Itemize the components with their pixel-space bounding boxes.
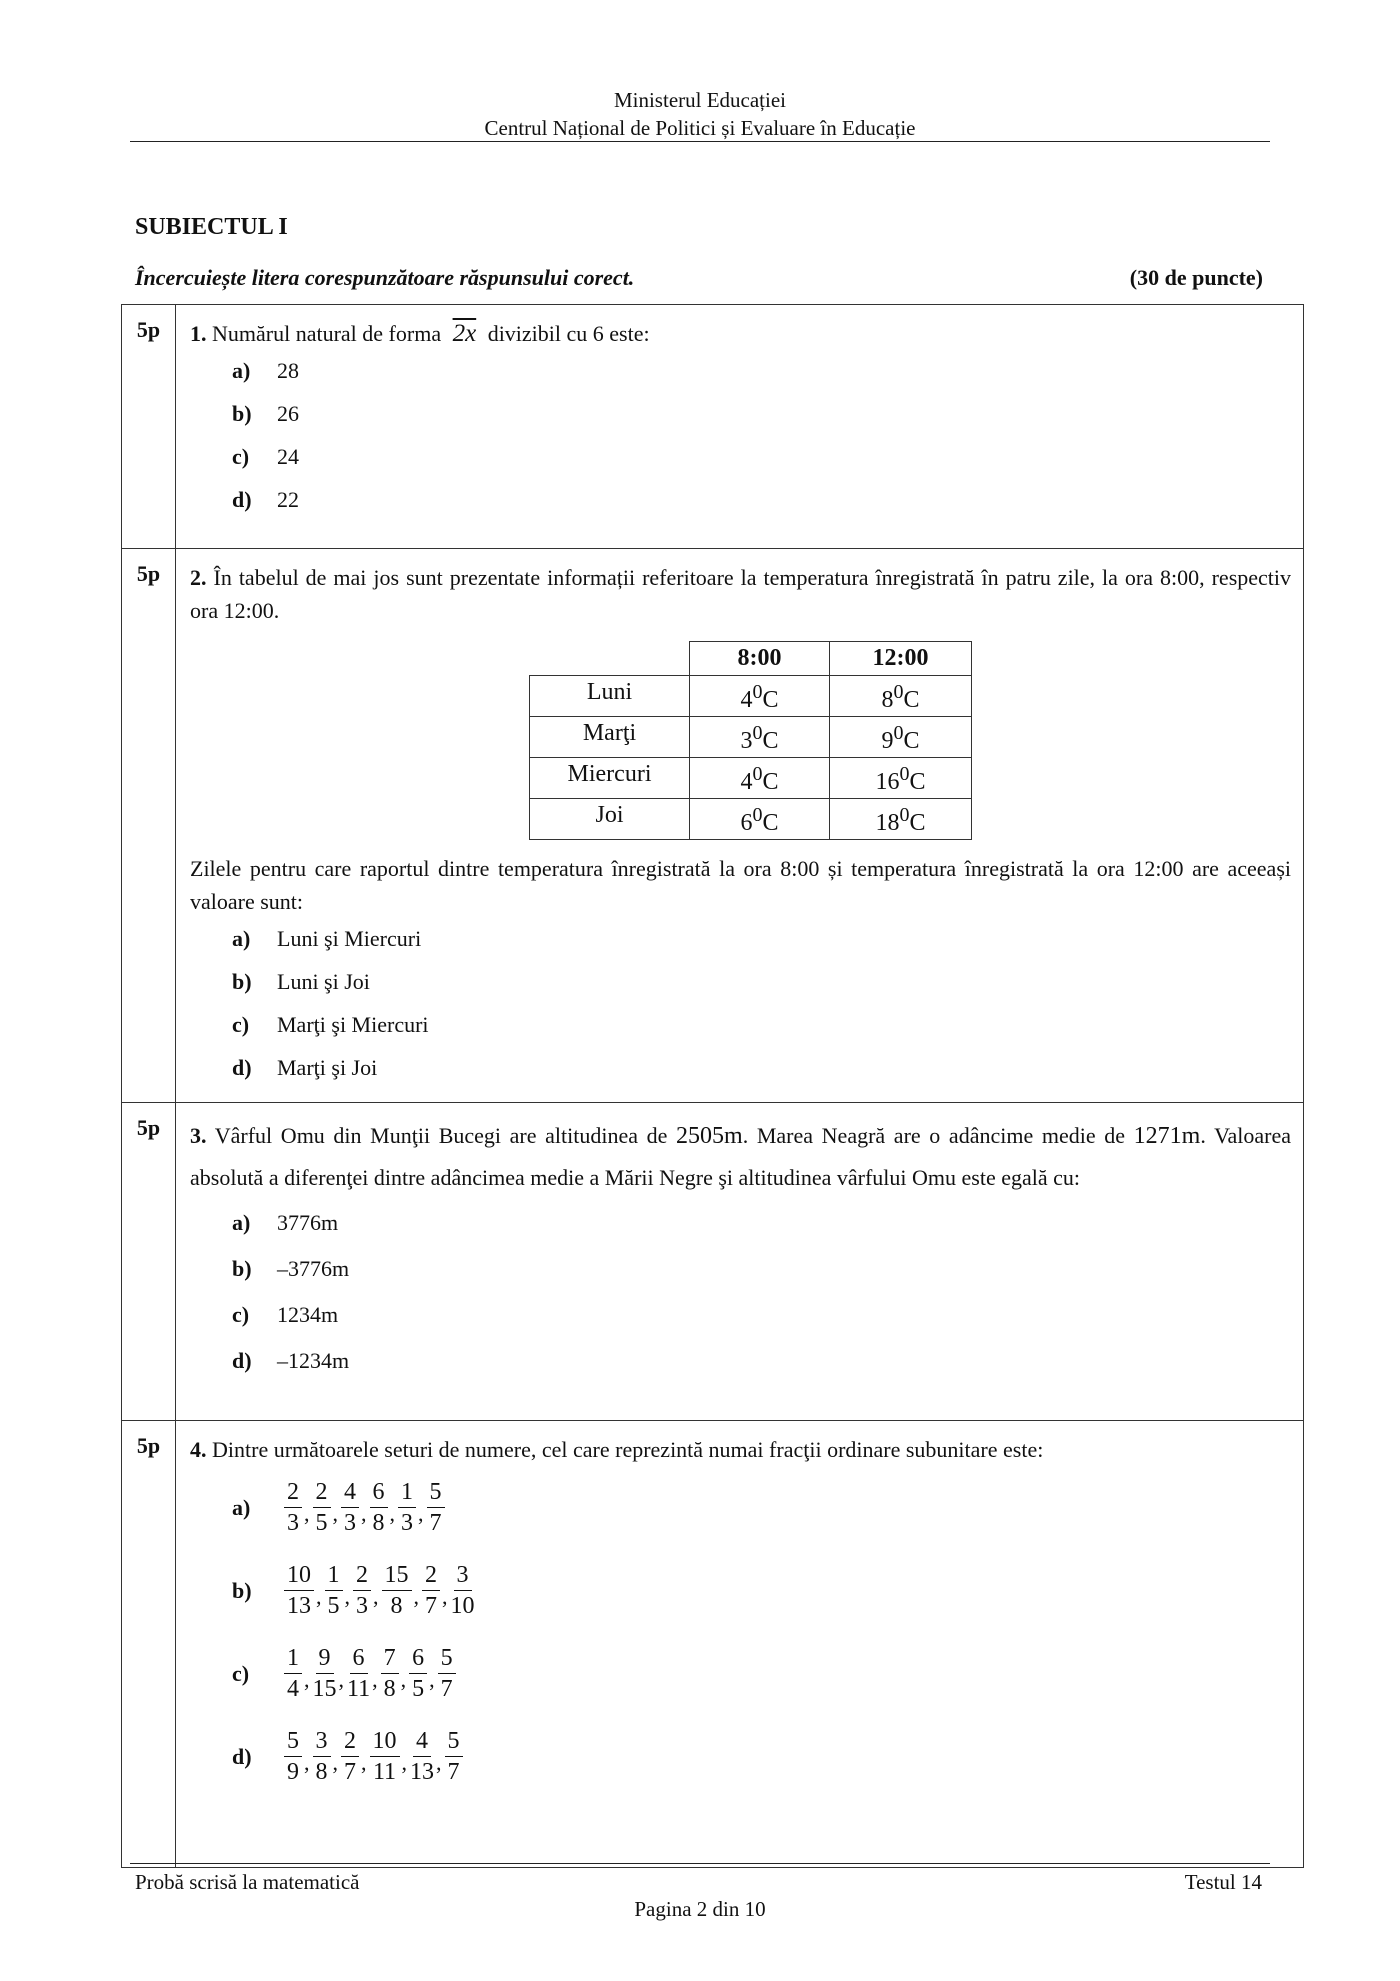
fraction-denominator: 8 — [315, 1759, 328, 1785]
option-value: 1234m — [277, 1302, 339, 1327]
fraction-numerator: 1 — [398, 1477, 416, 1508]
temp-cell — [830, 799, 972, 840]
temp-sup: 0 — [752, 804, 763, 826]
fraction-denominator: 13 — [410, 1759, 434, 1785]
temp-sup: 0 — [752, 681, 763, 703]
fraction-denominator: 8 — [390, 1593, 403, 1619]
temp-unit: C — [909, 769, 926, 795]
question-2-stem — [190, 561, 1291, 627]
day-cell: Joi — [530, 799, 690, 840]
fraction-set — [284, 1560, 475, 1621]
fraction-numerator: 2 — [341, 1726, 359, 1757]
subject-title: SUBIECTUL I — [135, 214, 288, 240]
fraction-numerator: 7 — [381, 1643, 399, 1674]
question-2-option-b[interactable] — [232, 965, 1291, 1008]
question-3-option-b[interactable] — [232, 1248, 1291, 1294]
column-header-8: 8:00 — [690, 642, 830, 676]
fraction-numerator: 5 — [438, 1643, 456, 1674]
fraction-numerator: 5 — [284, 1726, 302, 1757]
fraction-numerator: 5 — [427, 1477, 445, 1508]
temp-cell — [830, 676, 972, 717]
question-4-option-a[interactable] — [232, 1466, 1291, 1549]
temp-sup: 0 — [899, 763, 910, 785]
option-label: a) — [232, 1210, 251, 1235]
fraction-numerator: 6 — [409, 1643, 427, 1674]
fraction-denominator: 4 — [287, 1676, 299, 1702]
question-row-3 — [122, 1103, 1304, 1421]
fraction-separator: , — [413, 1584, 419, 1609]
question-4-points: 5p — [122, 1421, 176, 1868]
option-label: b) — [232, 1578, 252, 1603]
temp-value: 3 — [740, 728, 753, 754]
fraction-denominator: 9 — [287, 1759, 299, 1785]
questions-table — [121, 304, 1304, 1868]
question-3-option-a[interactable] — [232, 1202, 1291, 1248]
fraction-set — [284, 1477, 445, 1538]
fraction — [422, 1560, 440, 1621]
option-label: a) — [232, 358, 251, 383]
fraction-separator: , — [332, 1750, 338, 1775]
temp-sup: 0 — [752, 722, 763, 744]
fraction — [341, 1726, 359, 1787]
table-row — [530, 717, 972, 758]
question-2-option-d[interactable] — [232, 1051, 1291, 1094]
question-4-option-c[interactable] — [232, 1632, 1291, 1715]
question-row-4 — [122, 1421, 1304, 1868]
fraction-separator: , — [304, 1667, 310, 1692]
question-2-question: Zilele pentru care raportul dintre temperatura înregistrată la ora 8:00 și temperatura înregistrată la ora 12:00 are aceeași valoare sunt: — [190, 856, 1291, 914]
temp-unit: C — [762, 769, 779, 795]
temp-cell — [830, 717, 972, 758]
fraction — [410, 1726, 434, 1787]
option-value: Marţi şi Miercuri — [277, 1012, 429, 1037]
question-3-option-d[interactable] — [232, 1340, 1291, 1386]
fraction-numerator: 15 — [382, 1560, 412, 1591]
fraction-denominator: 3 — [344, 1510, 356, 1536]
fraction — [451, 1560, 475, 1621]
fraction-numerator: 10 — [370, 1726, 400, 1757]
fraction-denominator: 7 — [447, 1759, 460, 1785]
temp-cell — [690, 799, 830, 840]
fraction — [382, 1560, 412, 1621]
option-label: c) — [232, 1012, 250, 1037]
temp-sup: 0 — [899, 804, 910, 826]
fraction-separator: , — [316, 1584, 322, 1609]
question-1-points: 5p — [122, 305, 176, 549]
option-value: 3776m — [277, 1210, 339, 1235]
fraction-denominator: 5 — [412, 1676, 425, 1702]
fraction-separator: , — [373, 1584, 379, 1609]
fraction-denominator: 13 — [287, 1593, 311, 1619]
fraction — [370, 1477, 388, 1538]
temp-value: 4 — [740, 687, 753, 713]
question-3-stem — [190, 1115, 1291, 1198]
fraction-set — [284, 1726, 463, 1787]
fraction-denominator: 10 — [450, 1593, 475, 1619]
question-row-1 — [122, 305, 1304, 549]
fraction-separator: , — [429, 1667, 435, 1692]
table-row — [530, 676, 972, 717]
footer-test-number: Testul 14 — [1184, 1870, 1262, 1894]
temp-value: 6 — [740, 810, 753, 836]
option-label: a) — [232, 1495, 251, 1520]
temperature-table-header — [530, 642, 972, 676]
temp-cell — [830, 758, 972, 799]
temp-cell — [690, 676, 830, 717]
fraction — [325, 1560, 343, 1621]
fraction-numerator: 10 — [284, 1560, 314, 1591]
question-1-option-d[interactable] — [232, 483, 1291, 526]
fraction-separator: , — [332, 1501, 338, 1526]
table-row — [530, 758, 972, 799]
option-label: a) — [232, 926, 251, 951]
fraction — [313, 1643, 337, 1704]
temp-cell — [690, 758, 830, 799]
question-3-options — [232, 1202, 1291, 1386]
fraction-denominator: 11 — [347, 1676, 371, 1702]
option-value: Luni şi Joi — [277, 969, 370, 994]
question-3-points: 5p — [122, 1103, 176, 1421]
option-label: b) — [232, 1256, 252, 1281]
temp-value: 8 — [881, 687, 894, 713]
question-1-option-c[interactable] — [232, 440, 1291, 483]
option-value: –3776m — [277, 1256, 350, 1281]
option-value: 24 — [277, 444, 299, 469]
fraction-denominator: 5 — [327, 1593, 340, 1619]
temp-value: 4 — [740, 769, 753, 795]
fraction-numerator: 3 — [454, 1560, 472, 1591]
question-1-text-after: divizibil cu 6 este: — [487, 321, 650, 346]
question-4-option-b[interactable] — [232, 1549, 1291, 1632]
question-2-body — [176, 549, 1304, 1103]
question-4-number: 4. — [190, 1437, 207, 1462]
fraction-numerator: 2 — [353, 1560, 371, 1591]
fraction-separator: , — [338, 1667, 344, 1692]
total-points: (30 de puncte) — [1129, 265, 1263, 290]
question-4-stem — [190, 1433, 1291, 1466]
fraction — [347, 1643, 370, 1704]
temp-unit: C — [762, 687, 779, 713]
option-label: c) — [232, 1661, 250, 1686]
question-3-depth: 1271m — [1133, 1123, 1201, 1149]
question-4-options — [190, 1466, 1291, 1798]
question-2-text: În tabelul de mai jos sunt prezentate informații referitoare la temperatura înregistrată în patru zile, la ora 8:00, respectiv ora 12:00. — [190, 565, 1292, 623]
option-value: Luni şi Miercuri — [277, 926, 422, 951]
fraction-separator: , — [344, 1584, 350, 1609]
question-3-option-c[interactable] — [232, 1294, 1291, 1340]
fraction — [284, 1560, 314, 1621]
fraction-numerator: 5 — [445, 1726, 463, 1757]
fraction-separator: , — [401, 1750, 407, 1775]
fraction — [341, 1477, 359, 1538]
header-center: Centrul Național de Politici și Evaluare în Educație — [484, 116, 916, 140]
fraction — [398, 1477, 416, 1538]
fraction-numerator: 2 — [284, 1477, 302, 1508]
temp-unit: C — [762, 810, 779, 836]
question-1-math-2x: 2x — [452, 320, 477, 347]
fraction-separator: , — [304, 1501, 310, 1526]
fraction — [381, 1643, 399, 1704]
fraction — [445, 1726, 463, 1787]
temperature-table — [529, 641, 972, 840]
temp-value: 16 — [875, 769, 900, 795]
fraction-set — [284, 1643, 456, 1704]
fraction — [370, 1726, 400, 1787]
fraction-numerator: 2 — [422, 1560, 440, 1591]
question-2-points: 5p — [122, 549, 176, 1103]
temp-unit: C — [903, 728, 920, 754]
option-label: d) — [232, 487, 252, 512]
option-label: c) — [232, 444, 250, 469]
fraction — [427, 1477, 445, 1538]
option-value: –1234m — [277, 1348, 350, 1373]
fraction — [438, 1643, 456, 1704]
day-cell: Miercuri — [530, 758, 690, 799]
question-1-body — [176, 305, 1304, 549]
instruction-text: Încercuiește litera corespunzătoare răspunsului corect. — [135, 265, 635, 290]
footer-page-number: Pagina 2 din 10 — [634, 1897, 766, 1921]
fraction-denominator: 7 — [429, 1510, 442, 1536]
fraction — [284, 1643, 302, 1704]
fraction-separator: , — [372, 1667, 378, 1692]
fraction-separator: , — [400, 1667, 407, 1692]
fraction-denominator: 7 — [344, 1759, 356, 1785]
fraction-separator: , — [361, 1750, 367, 1775]
temp-sup: 0 — [893, 722, 904, 744]
fraction-separator: , — [442, 1584, 448, 1609]
question-row-2 — [122, 549, 1304, 1103]
question-3-text-b: . Marea Neagră are o adâncime medie de — [742, 1123, 1126, 1148]
fraction-denominator: 3 — [356, 1593, 368, 1619]
question-2-options — [232, 922, 1291, 1094]
question-4-text: Dintre următoarele seturi de numere, cel care reprezintă numai fracţii ordinare subunitare este: — [212, 1437, 1044, 1462]
fraction — [313, 1726, 331, 1787]
page-header — [130, 86, 1270, 142]
question-3-body — [176, 1103, 1304, 1421]
day-cell: Luni — [530, 676, 690, 717]
table-row — [530, 799, 972, 840]
option-value: 22 — [277, 487, 299, 512]
temp-value: 9 — [881, 728, 894, 754]
fraction-numerator: 1 — [284, 1643, 302, 1674]
temp-value: 18 — [875, 810, 900, 836]
temp-cell — [690, 717, 830, 758]
option-value: 28 — [277, 358, 299, 383]
fraction-denominator: 8 — [383, 1676, 396, 1702]
day-cell: Marţi — [530, 717, 690, 758]
option-label: c) — [232, 1302, 250, 1327]
question-1-option-b[interactable] — [232, 397, 1291, 440]
question-3-text-c: . Valoarea absolută a diferenţei dintre adâncimea medie a Mării Negre şi altitudinea vârfului Omu este egală cu: — [190, 1123, 1292, 1190]
temperature-table-corner — [530, 642, 690, 676]
question-3-altitude: 2505m — [676, 1123, 743, 1149]
option-label: b) — [232, 969, 252, 994]
fraction-separator: , — [389, 1501, 395, 1526]
question-2-option-a[interactable] — [232, 922, 1291, 965]
fraction-denominator: 7 — [425, 1593, 437, 1619]
footer-divider — [130, 1863, 1270, 1864]
temp-sup: 0 — [752, 763, 763, 785]
fraction-separator: , — [418, 1501, 424, 1526]
option-label: d) — [232, 1348, 252, 1373]
question-4-option-d[interactable] — [232, 1715, 1291, 1798]
option-label: d) — [232, 1744, 252, 1769]
fraction — [284, 1726, 302, 1787]
question-1-text-before: Numărul natural de forma — [212, 321, 442, 346]
temp-unit: C — [909, 810, 926, 836]
option-value: 26 — [277, 401, 299, 426]
fraction-denominator: 3 — [401, 1510, 413, 1536]
fraction-numerator: 2 — [313, 1477, 331, 1508]
fraction-denominator: 8 — [372, 1510, 385, 1536]
column-header-12: 12:00 — [830, 642, 972, 676]
fraction-separator: , — [361, 1501, 367, 1526]
question-2-option-c[interactable] — [232, 1008, 1291, 1051]
fraction-denominator: 15 — [312, 1676, 337, 1702]
fraction-numerator: 6 — [370, 1477, 388, 1508]
fraction-numerator: 3 — [313, 1726, 331, 1757]
question-3-number: 3. — [190, 1123, 207, 1148]
fraction — [313, 1477, 331, 1538]
footer-exam-name: Probă scrisă la matematică — [135, 1870, 360, 1894]
fraction-numerator: 1 — [325, 1560, 343, 1591]
fraction-denominator: 11 — [372, 1759, 397, 1785]
fraction — [409, 1643, 427, 1704]
fraction-numerator: 4 — [341, 1477, 359, 1508]
fraction-denominator: 5 — [315, 1510, 328, 1536]
fraction-numerator: 4 — [413, 1726, 431, 1757]
fraction — [353, 1560, 371, 1621]
temp-unit: C — [762, 728, 779, 754]
option-label: d) — [232, 1055, 252, 1080]
question-1-stem — [190, 317, 1291, 350]
fraction-numerator: 6 — [350, 1643, 368, 1674]
header-divider — [130, 141, 1270, 142]
fraction-denominator: 7 — [440, 1676, 453, 1702]
option-value: Marţi şi Joi — [277, 1055, 378, 1080]
question-3-text-a: Vârful Omu din Munţii Bucegi are altitudinea de — [214, 1123, 668, 1148]
question-1-option-a[interactable] — [232, 354, 1291, 397]
option-label: b) — [232, 401, 252, 426]
fraction-denominator: 3 — [287, 1510, 299, 1536]
header-ministry: Ministerul Educației — [613, 88, 787, 112]
question-2-number: 2. — [190, 565, 207, 590]
temp-unit: C — [903, 687, 920, 713]
question-1-number: 1. — [190, 321, 207, 346]
fraction-separator: , — [304, 1750, 310, 1775]
fraction-separator: , — [436, 1750, 442, 1775]
question-4-body — [176, 1421, 1304, 1868]
temp-sup: 0 — [893, 681, 904, 703]
fraction — [284, 1477, 302, 1538]
question-1-options — [232, 354, 1291, 526]
fraction-numerator: 9 — [316, 1643, 334, 1674]
